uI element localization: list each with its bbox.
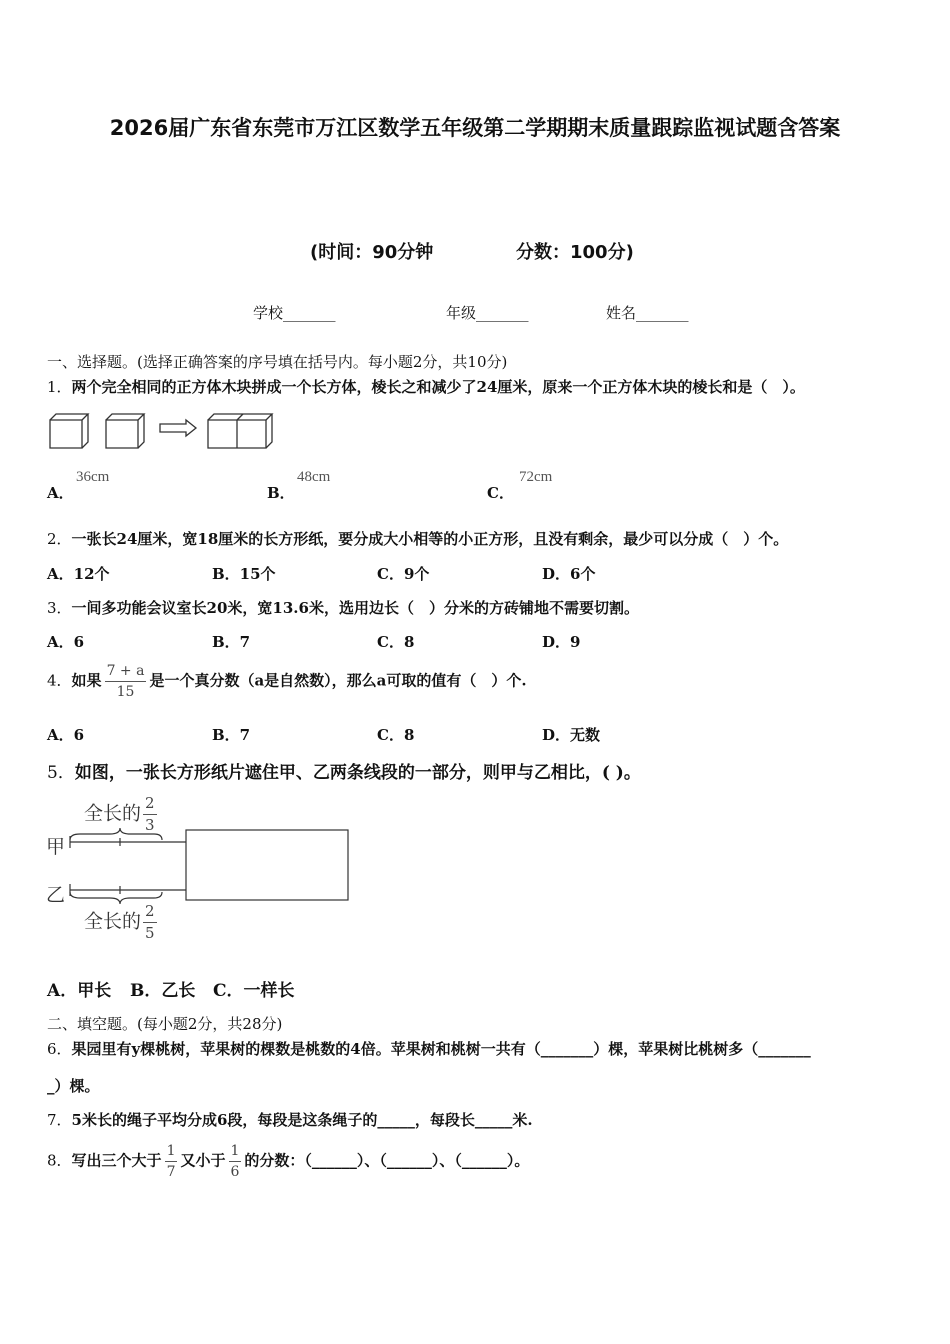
question-suffix: 的分数：（______）、（______）、（______）。 xyxy=(244,1151,530,1170)
q5-option-a: A．甲长 xyxy=(47,981,112,1001)
caption-top xyxy=(84,796,157,833)
question-text: 一张长24厘米，宽18厘米的长方形纸，要分成大小相等的小正方形，且没有剩余，最少可以分成（ ）个。 xyxy=(71,530,789,548)
label-yi: 乙 xyxy=(46,884,66,906)
question-6 xyxy=(47,1038,811,1059)
fraction-two-fifths xyxy=(143,904,157,941)
q1-option-c-label: C． xyxy=(487,484,514,502)
fraction-numerator: 2 xyxy=(143,904,157,923)
question-number: 2． xyxy=(47,530,72,548)
fraction-denominator: 5 xyxy=(145,924,155,942)
question-8 xyxy=(47,1144,529,1179)
exam-score: 分数：100分) xyxy=(516,242,634,263)
q3-option-c: C．8 xyxy=(377,633,415,651)
question-prefix: 写出三个大于 xyxy=(71,1151,162,1170)
question-text: 如图，一张长方形纸片遮住甲、乙两条线段的一部分，则甲与乙相比，( )。 xyxy=(74,763,641,783)
q3-option-d: D．9 xyxy=(542,633,581,651)
question-suffix: 是一个真分数（a是自然数），那么a可取的值有（ ）个. xyxy=(149,671,527,690)
question-4 xyxy=(47,664,527,699)
fraction-one-seventh xyxy=(165,1144,178,1179)
exam-time: (时间：90分钟 xyxy=(310,242,434,263)
question-7 xyxy=(47,1109,533,1130)
label-jia: 甲 xyxy=(46,836,66,858)
question-1 xyxy=(47,376,805,397)
question-number: 1． xyxy=(47,378,72,396)
q3-option-b: B．7 xyxy=(212,633,251,651)
q5-option-b: B．乙长 xyxy=(130,981,196,1001)
fraction-denominator: 3 xyxy=(145,816,155,834)
school-field: 学校_______ xyxy=(253,304,336,322)
segments-figure xyxy=(44,788,354,960)
fraction-numerator: 2 xyxy=(143,796,157,815)
q1-option-a-value: 36cm xyxy=(76,469,110,485)
question-number: 8． xyxy=(47,1151,72,1170)
q2-option-c: C．9个 xyxy=(377,565,430,583)
fraction-7a-over-15 xyxy=(105,664,147,699)
fraction-numerator: 7 + a xyxy=(105,664,147,682)
q1-option-b-value: 48cm xyxy=(297,469,331,485)
q5-option-c: C．一样长 xyxy=(213,981,295,1001)
q1-option-c-value: 72cm xyxy=(519,469,553,485)
fraction-one-sixth xyxy=(229,1144,242,1179)
question-text: 5米长的绳子平均分成6段，每段是这条绳子的_____，每段长_____米. xyxy=(71,1111,533,1129)
name-field: 姓名_______ xyxy=(606,304,689,322)
question-number: 7． xyxy=(47,1111,72,1129)
question-number: 3． xyxy=(47,599,72,617)
section1-heading: 一、选择题。(选择正确答案的序号填在括号内。每小题2分，共10分) xyxy=(47,353,508,371)
question-text: 一间多功能会议室长20米，宽13.6米，选用边长（ ）分米的方砖铺地不需要切割。 xyxy=(71,599,639,617)
question-number: 5． xyxy=(47,763,75,783)
cubes-figure xyxy=(46,410,278,452)
question-prefix: 如果 xyxy=(71,671,102,690)
caption-bottom xyxy=(84,904,157,941)
question-middle: 又小于 xyxy=(180,1151,226,1170)
page-title: 2026届广东省东莞市万江区数学五年级第二学期期末质量跟踪监视试题含答案 xyxy=(109,116,841,140)
fraction-denominator: 15 xyxy=(116,684,135,700)
q2-option-d: D．6个 xyxy=(542,565,596,583)
caption-text: 全长的 xyxy=(84,802,142,825)
q4-option-b: B．7 xyxy=(212,726,251,744)
q2-option-a: A．12个 xyxy=(47,565,110,583)
question-3 xyxy=(47,597,639,618)
arrow-icon xyxy=(160,420,196,436)
fraction-numerator: 1 xyxy=(229,1144,242,1162)
question-text: 果园里有y棵桃树，苹果树的棵数是桃数的4倍。苹果树和桃树一共有（_______）棵，苹果树比桃树多（_______ xyxy=(71,1040,811,1058)
q4-option-c: C．8 xyxy=(377,726,415,744)
question-5 xyxy=(47,758,641,783)
q1-option-a-label: A． xyxy=(47,484,74,502)
paper-rectangle xyxy=(186,830,348,900)
q4-option-a: A．6 xyxy=(47,726,85,744)
question-number: 4． xyxy=(47,671,72,690)
fraction-denominator: 6 xyxy=(230,1164,240,1180)
q1-option-b-label: B． xyxy=(267,484,295,502)
caption-text: 全长的 xyxy=(84,910,142,933)
question-2 xyxy=(47,528,788,549)
q4-option-d: D．无数 xyxy=(542,726,601,744)
grade-field: 年级_______ xyxy=(446,304,529,322)
q2-option-b: B．15个 xyxy=(212,565,276,583)
fraction-numerator: 1 xyxy=(165,1144,178,1162)
q3-option-a: A．6 xyxy=(47,633,85,651)
question-text: 两个完全相同的正方体木块拼成一个长方体，棱长之和减少了24厘米，原来一个正方体木块的棱长和是（ ）。 xyxy=(71,378,805,396)
fraction-two-thirds xyxy=(143,796,157,833)
cube-1 xyxy=(50,414,88,448)
cuboid xyxy=(208,414,272,448)
section2-heading: 二、填空题。(每小题2分，共28分) xyxy=(47,1015,283,1033)
fraction-denominator: 7 xyxy=(166,1164,176,1180)
question-6-continued: _）棵。 xyxy=(47,1077,100,1095)
cube-2 xyxy=(106,414,144,448)
question-number: 6． xyxy=(47,1040,72,1058)
